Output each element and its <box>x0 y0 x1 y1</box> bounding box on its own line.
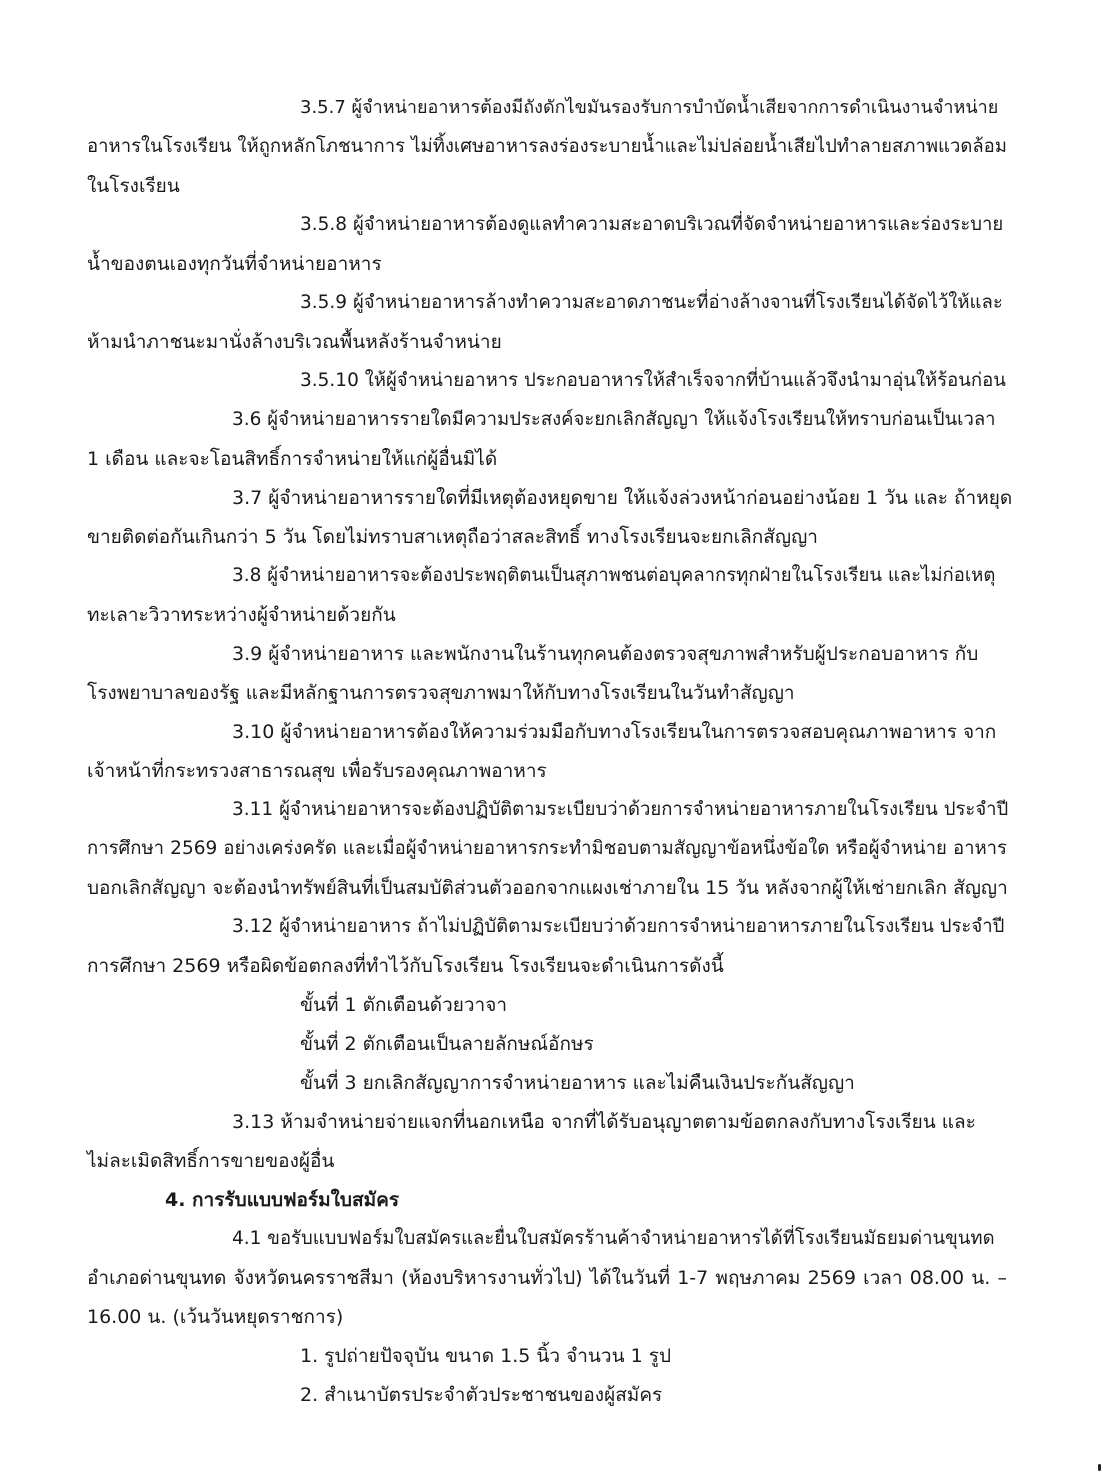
clause-3-6-line-1: 3.6 ผู้จำหน่ายอาหารรายใดมีความประสงค์จะยกเลิกสัญญา ให้แจ้งโรงเรียนให้ทราบก่อนเป็นเวลา <box>232 409 996 430</box>
clause-3-5-7-line-3: ในโรงเรียน <box>87 175 180 197</box>
clause-4-1-line-1: 4.1 ขอรับแบบฟอร์มใบสมัครและยื่นใบสมัครร้านค้าจำหน่ายอาหารได้ที่โรงเรียนมัธยมด่านขุนทด <box>232 1228 995 1249</box>
clause-3-9-line-1: 3.9 ผู้จำหน่ายอาหาร และพนักงานในร้านทุกคนต้องตรวจสุขภาพสำหรับผู้ประกอบอาหาร กับ <box>232 643 979 665</box>
clause-3-12-step-1: ขั้นที่ 1 ตักเตือนด้วยวาจา <box>300 994 508 1016</box>
clause-3-8-line-2: ทะเลาะวิวาทระหว่างผู้จำหน่ายด้วยกัน <box>87 604 396 626</box>
clause-3-5-9-line-2: ห้ามนำภาชนะมานั่งล้างบริเวณพื้นหลังร้านจำหน่าย <box>87 331 502 353</box>
clause-3-11-line-3: บอกเลิกสัญญา จะต้องนำทรัพย์สินที่เป็นสมบัติส่วนตัวออกจากแผงเช่าภายใน 15 วัน หลังจากผู้ให้เช่ายกเลิก สัญญา <box>87 877 1008 899</box>
clause-3-12-step-2: ขั้นที่ 2 ตักเตือนเป็นลายลักษณ์อักษร <box>300 1033 594 1055</box>
clause-3-5-8-line-2: น้ำของตนเองทุกวันที่จำหน่ายอาหาร <box>87 253 382 275</box>
clause-3-10-line-2: เจ้าหน้าที่กระทรวงสาธารณสุข เพื่อรับรองคุณภาพอาหาร <box>87 760 547 782</box>
clause-3-12-line-2: การศึกษา 2569 หรือผิดข้อตกลงที่ทำไว้กับโรงเรียน โรงเรียนจะดำเนินการดังนี้ <box>87 955 724 977</box>
clause-3-5-7-line-2: อาหารในโรงเรียน ให้ถูกหลักโภชนาการ ไม่ทิ้งเศษอาหารลงร่องระบายน้ำและไม่ปล่อยน้ำเสียไปทำลายสภาพแวดล้อม <box>87 136 1007 157</box>
clause-3-5-9-line-1: 3.5.9 ผู้จำหน่ายอาหารล้างทำความสะอาดภาชนะที่อ่างล้างจานที่โรงเรียนได้จัดไว้ให้และ <box>300 292 1003 313</box>
clause-3-7-line-2: ขายติดต่อกันเกินกว่า 5 วัน โดยไม่ทราบสาเหตุถือว่าสละสิทธิ์ ทางโรงเรียนจะยกเลิกสัญญา <box>87 526 818 548</box>
clause-3-5-10-line-1: 3.5.10 ให้ผู้จำหน่ายอาหาร ประกอบอาหารให้สำเร็จจากที่บ้านแล้วจึงนำมาอุ่นให้ร้อนก่อน <box>300 370 1006 391</box>
clause-3-5-8-line-1: 3.5.8 ผู้จำหน่ายอาหารต้องดูแลทำความสะอาดบริเวณที่จัดจำหน่ายอาหารและร่องระบาย <box>300 214 1004 235</box>
clause-3-12-step-3: ขั้นที่ 3 ยกเลิกสัญญาการจำหน่ายอาหาร และไม่คืนเงินประกันสัญญา <box>300 1072 855 1094</box>
clause-4-1-line-3: 16.00 น. (เว้นวันหยุดราชการ) <box>87 1306 344 1328</box>
clause-3-8-line-1: 3.8 ผู้จำหน่ายอาหารจะต้องประพฤติตนเป็นสุภาพชนต่อบุคลากรทุกฝ่ายในโรงเรียน และไม่ก่อเหตุ <box>232 565 996 586</box>
clause-4-1-document-1: 1. รูปถ่ายปัจจุบัน ขนาด 1.5 นิ้ว จำนวน 1 รูป <box>300 1345 672 1367</box>
clause-3-7-line-1: 3.7 ผู้จำหน่ายอาหารรายใดที่มีเหตุต้องหยุดขาย ให้แจ้งล่วงหน้าก่อนอย่างน้อย 1 วัน และ ถ้าหยุด <box>232 487 1013 509</box>
clause-3-6-line-2: 1 เดือน และจะโอนสิทธิ์การจำหน่ายให้แก่ผู้อื่นมิได้ <box>87 448 498 470</box>
clause-3-13-line-1: 3.13 ห้ามจำหน่ายจ่ายแจกที่นอกเหนือ จากที่ได้รับอนุญาตตามข้อตกลงกับทางโรงเรียน และ <box>232 1111 976 1133</box>
section-4-heading: 4. การรับแบบฟอร์มใบสมัคร <box>165 1189 400 1211</box>
clause-3-12-line-1: 3.12 ผู้จำหน่ายอาหาร ถ้าไม่ปฏิบัติตามระเบียบว่าด้วยการจำหน่ายอาหารภายในโรงเรียน ประจำปี <box>232 916 1005 937</box>
clause-3-11-line-2: การศึกษา 2569 อย่างเคร่งครัด และเมื่อผู้จำหน่ายอาหารกระทำมิชอบตามสัญญาข้อหนึ่งข้อใด หรือผู้จำหน่าย อาหาร <box>87 838 1007 859</box>
clause-3-5-7-line-1: 3.5.7 ผู้จำหน่ายอาหารต้องมีถังดักไขมันรองรับการบำบัดน้ำเสียจากการดำเนินงานจำหน่าย <box>300 97 999 118</box>
clause-3-9-line-2: โรงพยาบาลของรัฐ และมีหลักฐานการตรวจสุขภาพมาให้กับทางโรงเรียนในวันทำสัญญา <box>87 682 795 704</box>
clause-4-1-line-2: อำเภอด่านขุนทด จังหวัดนครราชสีมา (ห้องบริหารงานทั่วไป) ได้ในวันที่ 1-7 พฤษภาคม 2569 เวลา 08.00 น. – <box>87 1267 1007 1289</box>
clause-4-1-document-2: 2. สำเนาบัตรประจำตัวประชาชนของผู้สมัคร <box>300 1384 663 1406</box>
clause-3-13-line-2: ไม่ละเมิดสิทธิ์การขายของผู้อื่น <box>87 1150 335 1172</box>
clause-3-11-line-1: 3.11 ผู้จำหน่ายอาหารจะต้องปฏิบัติตามระเบียบว่าด้วยการจำหน่ายอาหารภายในโรงเรียน ประจำปี <box>232 799 1009 820</box>
scan-edge-mark <box>1098 1464 1101 1471</box>
clause-3-10-line-1: 3.10 ผู้จำหน่ายอาหารต้องให้ความร่วมมือกับทางโรงเรียนในการตรวจสอบคุณภาพอาหาร จาก <box>232 721 997 743</box>
